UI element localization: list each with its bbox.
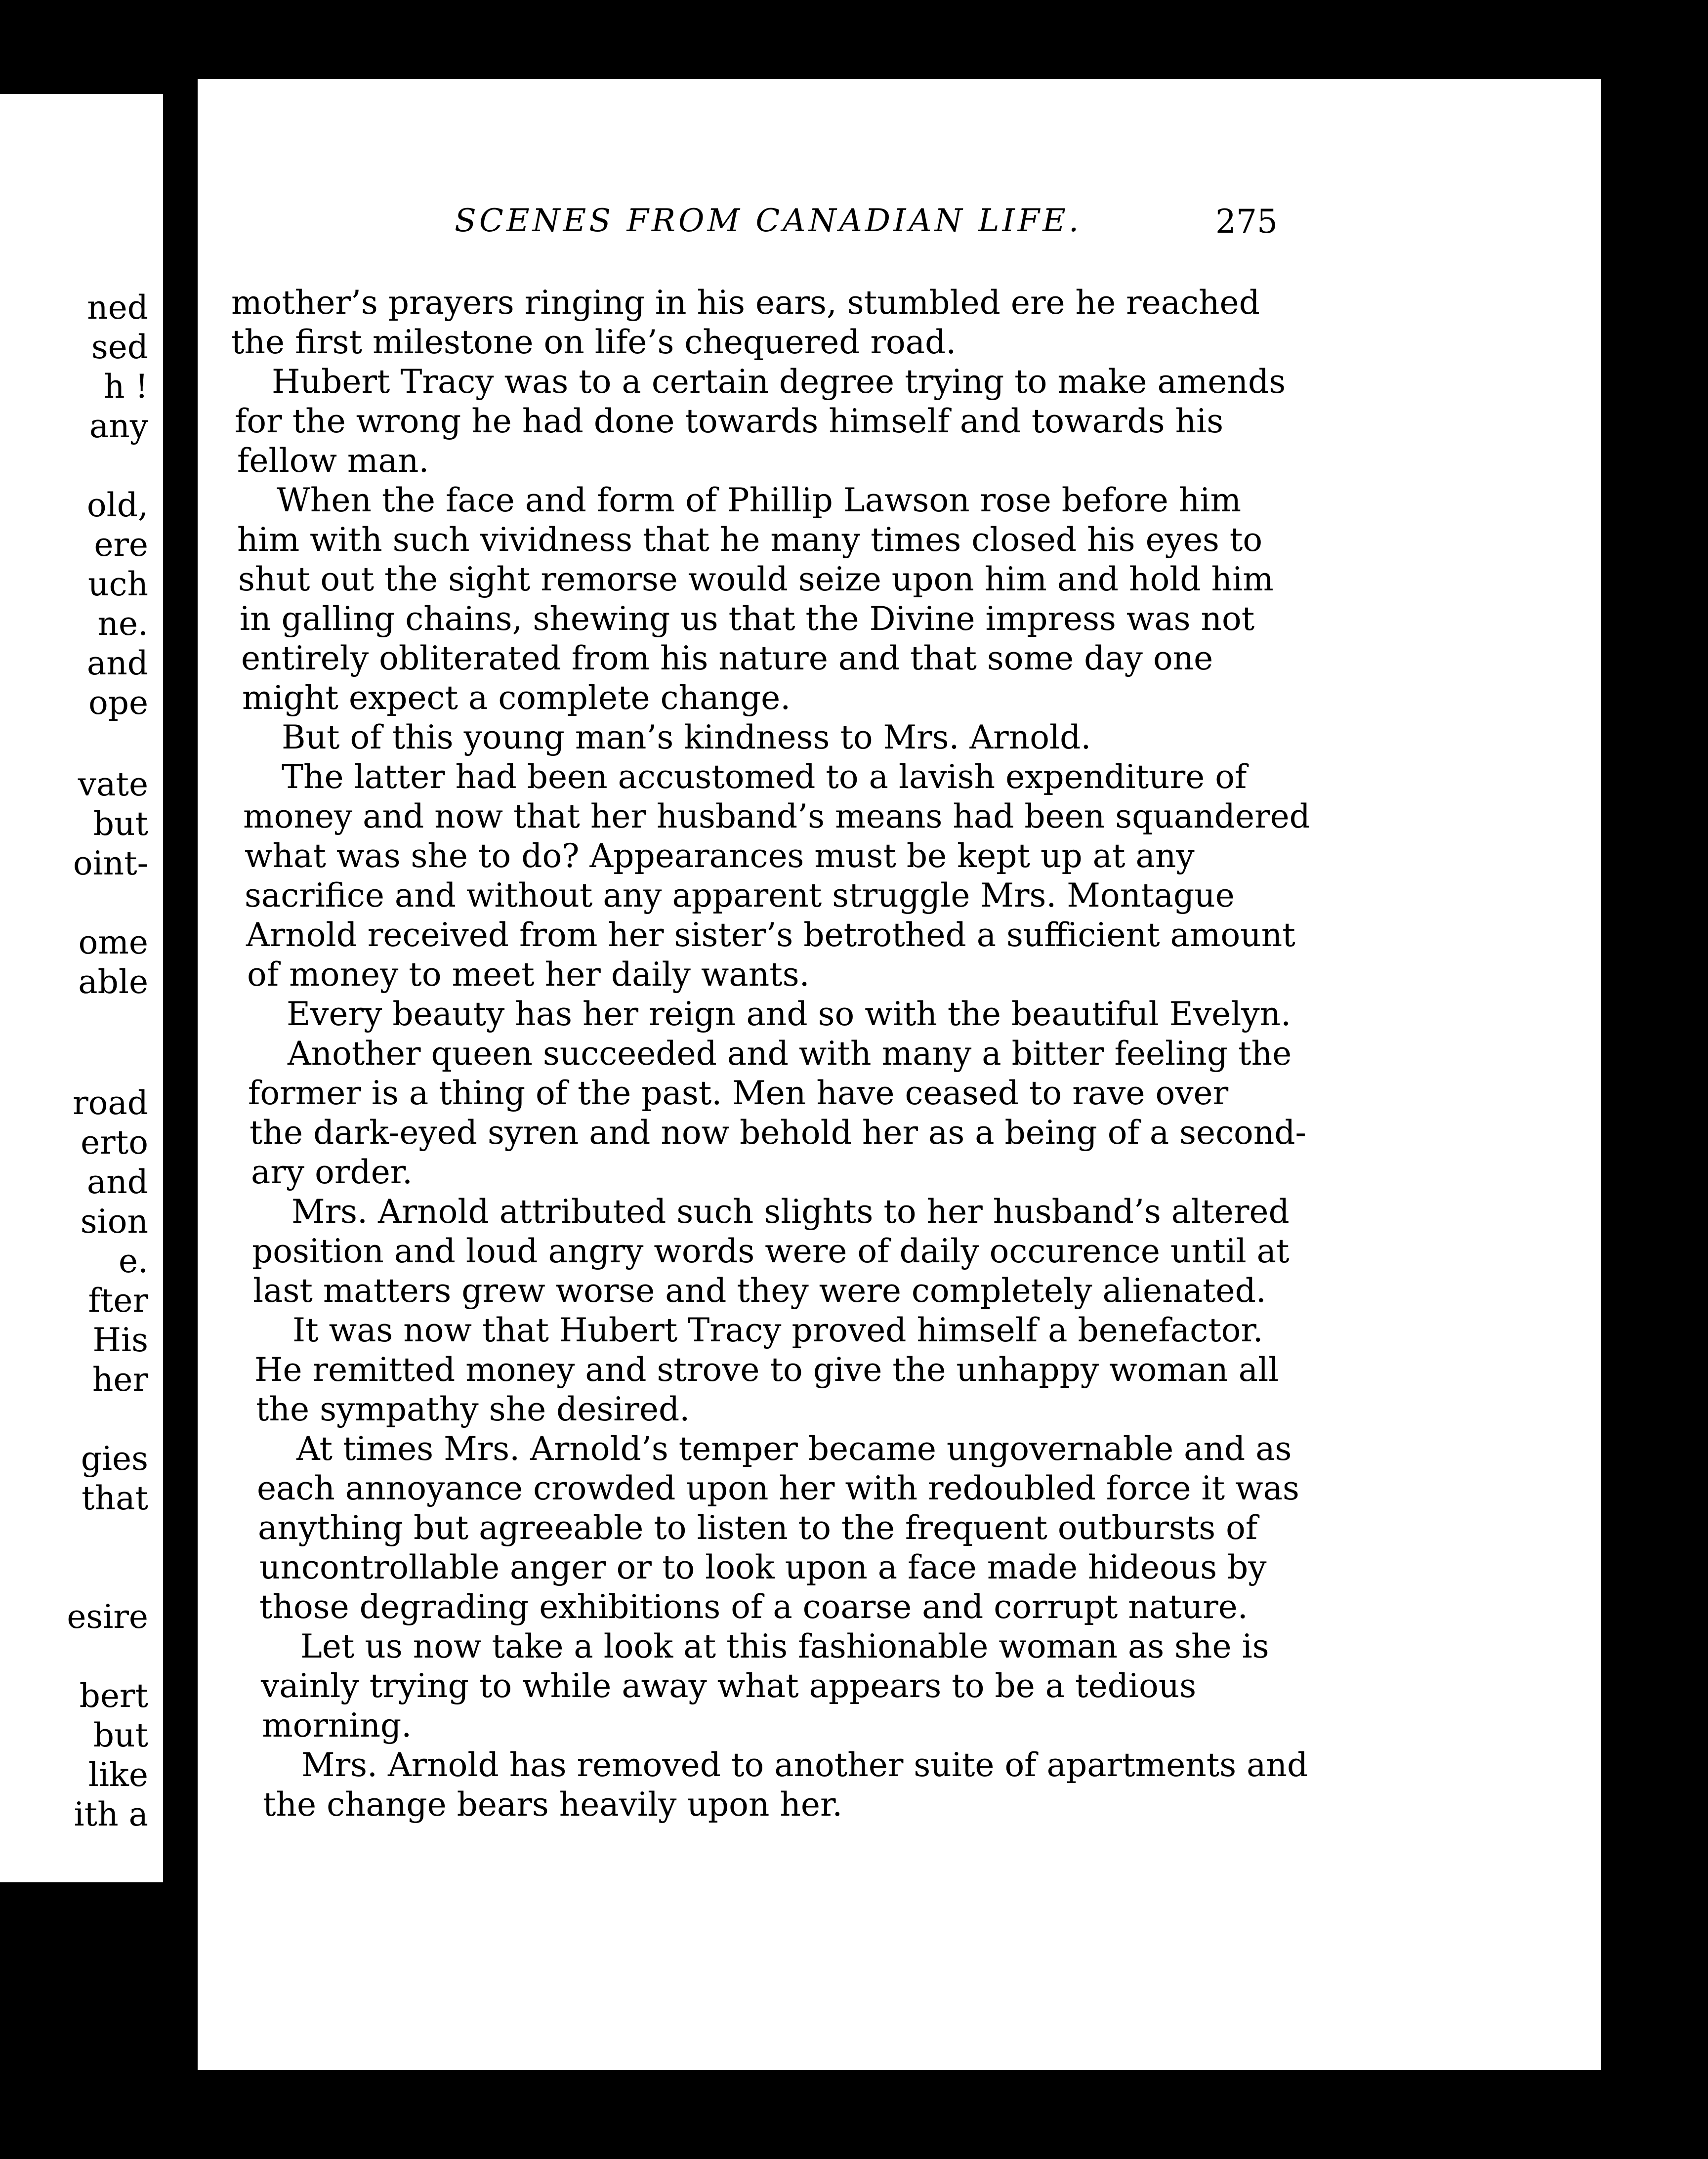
prev-page-fragment: ith a [74, 1795, 148, 1833]
text-line: for the wrong he had done towards himself and towards his [235, 402, 1224, 440]
prev-page-fragment: ere [94, 526, 148, 564]
book-page [198, 79, 1601, 2070]
prev-page-fragment: like [88, 1756, 148, 1794]
text-line: Another queen succeeded and with many a bitter feeling the [288, 1035, 1292, 1073]
previous-page-edge [0, 94, 163, 1882]
prev-page-fragment: erto [81, 1123, 148, 1162]
text-line: morning. [262, 1706, 412, 1744]
text-line: entirely obliterated from his nature and that some day one [241, 639, 1213, 677]
text-line: each annoyance crowded upon her with redoubled force it was [257, 1469, 1299, 1507]
text-line: Mrs. Arnold has removed to another suite of apartments and [301, 1746, 1308, 1784]
text-line: Arnold received from her sister’s betrothed a sufficient amount [246, 916, 1295, 954]
text-line: might expect a complete change. [242, 679, 791, 717]
text-line: vainly trying to while away what appears to be a tedious [261, 1667, 1197, 1705]
prev-page-fragment: oint- [73, 844, 148, 882]
text-line: what was she to do? Appearances must be kept up at any [245, 837, 1195, 875]
prev-page-fragment: able [78, 963, 148, 1001]
prev-page-fragment: e. [118, 1242, 148, 1280]
prev-page-fragment: ne. [97, 605, 148, 643]
prev-page-fragment: vate [78, 765, 148, 803]
text-line: the change bears heavily upon her. [263, 1785, 843, 1824]
text-line: the sympathy she desired. [256, 1390, 690, 1428]
running-title: SCENES FROM CANADIAN LIFE. [455, 203, 1082, 239]
text-line: anything but agreeable to listen to the frequent outbursts of [258, 1509, 1258, 1547]
text-line: in galling chains, shewing us that the Divine impress was not [240, 600, 1255, 638]
text-line: uncontrollable anger or to look upon a face made hideous by [259, 1548, 1267, 1586]
text-line: Mrs. Arnold attributed such slights to her husband’s altered [292, 1193, 1290, 1231]
text-line: At times Mrs. Arnold’s temper became ungovernable and as [296, 1430, 1292, 1468]
prev-page-fragment: gies [81, 1440, 148, 1478]
prev-page-fragment: sion [80, 1203, 148, 1241]
text-line: money and now that her husband’s means had been squandered [243, 797, 1310, 835]
text-line: Hubert Tracy was to a certain degree trying to make amends [272, 363, 1286, 401]
text-line: fellow man. [237, 442, 429, 480]
text-line: But of this young man’s kindness to Mrs. Arnold. [282, 718, 1091, 756]
text-line: mother’s prayers ringing in his ears, stumbled ere he reached [231, 284, 1260, 322]
prev-page-fragment: bert [79, 1677, 148, 1715]
page-header [198, 203, 1601, 247]
text-line: the first milestone on life’s chequered road. [231, 323, 957, 361]
text-line: When the face and form of Phillip Lawson rose before him [277, 481, 1242, 519]
prev-page-fragment: fter [88, 1282, 148, 1320]
text-line: It was now that Hubert Tracy proved himself a benefactor. [292, 1311, 1263, 1349]
text-line: Every beauty has her reign and so with the beautiful Evelyn. [287, 995, 1291, 1033]
text-line: the dark-eyed syren and now behold her as a being of a second- [250, 1114, 1306, 1152]
text-line: of money to meet her daily wants. [247, 955, 810, 994]
text-line: last matters grew worse and they were completely alienated. [253, 1272, 1266, 1310]
text-line: former is a thing of the past. Men have ceased to rave over [248, 1074, 1229, 1112]
prev-page-fragment: any [89, 407, 148, 445]
prev-page-fragment: ome [78, 923, 148, 961]
prev-page-fragment: ned [87, 289, 148, 327]
page-number: 275 [1215, 203, 1278, 241]
prev-page-fragment: but [93, 805, 148, 843]
text-line: those degrading exhibitions of a coarse and corrupt nature. [259, 1588, 1248, 1626]
prev-page-fragment: esire [67, 1598, 148, 1636]
prev-page-fragment: h ! [103, 368, 148, 406]
prev-page-fragment: and [86, 1163, 148, 1201]
prev-page-fragment: His [92, 1321, 148, 1359]
text-line: shut out the sight remorse would seize upon him and hold him [238, 560, 1274, 598]
prev-page-fragment: her [92, 1361, 148, 1399]
prev-page-fragment: old, [86, 486, 148, 524]
text-line: He remitted money and strove to give the unhappy woman all [254, 1351, 1279, 1389]
text-line: position and loud angry words were of daily occurence until at [252, 1232, 1290, 1270]
prev-page-fragment: uch [88, 565, 148, 603]
text-line: ary order. [251, 1153, 413, 1191]
prev-page-fragment: that [82, 1479, 148, 1517]
prev-page-fragment: but [93, 1716, 148, 1754]
prev-page-fragment: ope [88, 684, 148, 722]
prev-page-fragment: and [86, 644, 148, 682]
text-line: him with such vividness that he many times closed his eyes to [237, 521, 1263, 559]
text-line: Let us now take a look at this fashionable woman as she is [300, 1627, 1269, 1665]
prev-page-fragment: road [73, 1084, 148, 1122]
text-line: sacrifice and without any apparent struggle Mrs. Montague [245, 876, 1235, 914]
prev-page-fragment: sed [91, 328, 148, 366]
text-line: The latter had been accustomed to a lavish expenditure of [282, 758, 1247, 796]
